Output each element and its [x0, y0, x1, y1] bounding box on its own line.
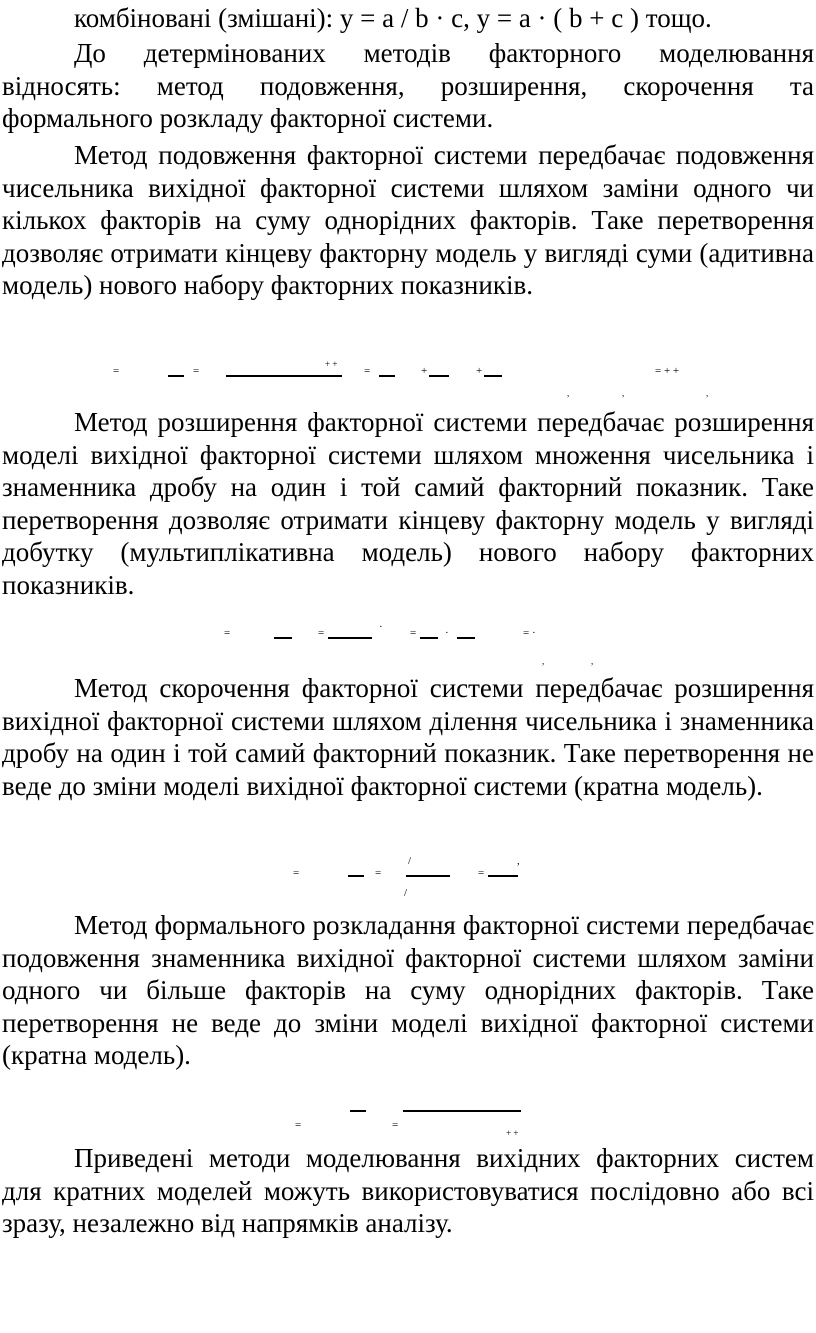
slash: / — [408, 855, 412, 867]
paragraph-formal-decomposition: Метод формального розкладання факторної системи передбачає подовження знаменника вихідної факторної системи шляхом заміни одного чи більше факторів на суму однорідних факторів. Таке перетворення не веде до зміни моделі вихідної факторної системи (кратна модель). — [2, 910, 814, 1071]
paragraph-expansion-method: Метод розширення факторної системи передбачає розширення моделі вихідної факторної системи шляхом множення чисельника і знаменника дробу на один і той самий факторний показник. Таке перетворення дозволяє отримати кінцеву факторну модель у вигляді добутку (мультиплікативна модель) нового набору факторних показників. — [2, 407, 814, 600]
dot: · — [379, 621, 383, 633]
fraction-bar — [379, 375, 395, 377]
dot: · — [445, 627, 449, 639]
plus-sign: + — [421, 365, 428, 377]
fraction-bar — [226, 375, 342, 377]
fraction-bar — [420, 637, 438, 639]
equals-sign: = — [193, 365, 200, 377]
fraction-bar — [348, 875, 364, 877]
fraction-bar — [406, 875, 450, 877]
equals-sign: = — [410, 627, 417, 639]
slash: / — [404, 887, 408, 899]
fraction-bar — [429, 375, 449, 377]
fraction-bar — [484, 375, 502, 377]
comma: , — [622, 388, 625, 398]
equals-sign: = — [113, 365, 120, 377]
comma: , — [542, 656, 545, 666]
equals-sign: = — [392, 1119, 399, 1131]
comma: , — [591, 656, 594, 666]
plus-signs: + + — [325, 359, 338, 369]
result-sum: = + + — [655, 365, 680, 377]
fraction-bar — [403, 1110, 521, 1112]
paragraph-extension-method: Метод подовження факторної системи передбачає подовження чисельника вихідної факторної системи шляхом заміни одного чи кількох факторів на суму однорідних факторів. Таке перетворення дозволяє отримати кінцеву факторну модель у вигляді суми (адитивна модель) нового набору факторних показників. — [2, 140, 814, 301]
equals-sign: = — [364, 365, 371, 377]
result-product: = · — [523, 627, 536, 639]
fraction-bar — [457, 637, 475, 639]
fraction-bar — [274, 637, 292, 639]
fraction-bar — [350, 1110, 366, 1112]
plus-signs: + + — [506, 1128, 519, 1138]
paragraph-deterministic-methods: До детермінованих методів факторного моделювання відносять: метод подовження, розширення, скорочення та формального розкладу факторної системи. — [2, 38, 814, 134]
fraction-bar — [168, 375, 184, 377]
comma: , — [517, 855, 520, 867]
equals-sign: = — [375, 867, 382, 879]
fraction-bar — [328, 637, 372, 639]
equals-sign: = — [478, 867, 485, 879]
comma: , — [706, 388, 709, 398]
equals-sign: = — [318, 627, 325, 639]
equals-sign: = — [224, 627, 231, 639]
paragraph-combined-models: комбіновані (змішані): y = a / b · c, y = a · ( b + c ) тощо. — [74, 3, 712, 33]
equals-sign: = — [293, 867, 300, 879]
equals-sign: = — [295, 1119, 302, 1131]
comma: , — [567, 388, 570, 398]
paragraph-conclusion: Приведені методи моделювання вихідних факторних систем для кратних моделей можуть використовуватися послідовно або всі зразу, незалежно від напрямків аналізу. — [2, 1143, 814, 1239]
paragraph-reduction-method: Метод скорочення факторної системи передбачає розширення вихідної факторної системи шляхом ділення чисельника і знаменника дробу на один і той самий факторний показник. Таке перетворення не веде до зміни моделі вихідної факторної системи (кратна модель). — [2, 673, 814, 801]
fraction-bar — [488, 875, 518, 877]
plus-sign: + — [476, 365, 483, 377]
